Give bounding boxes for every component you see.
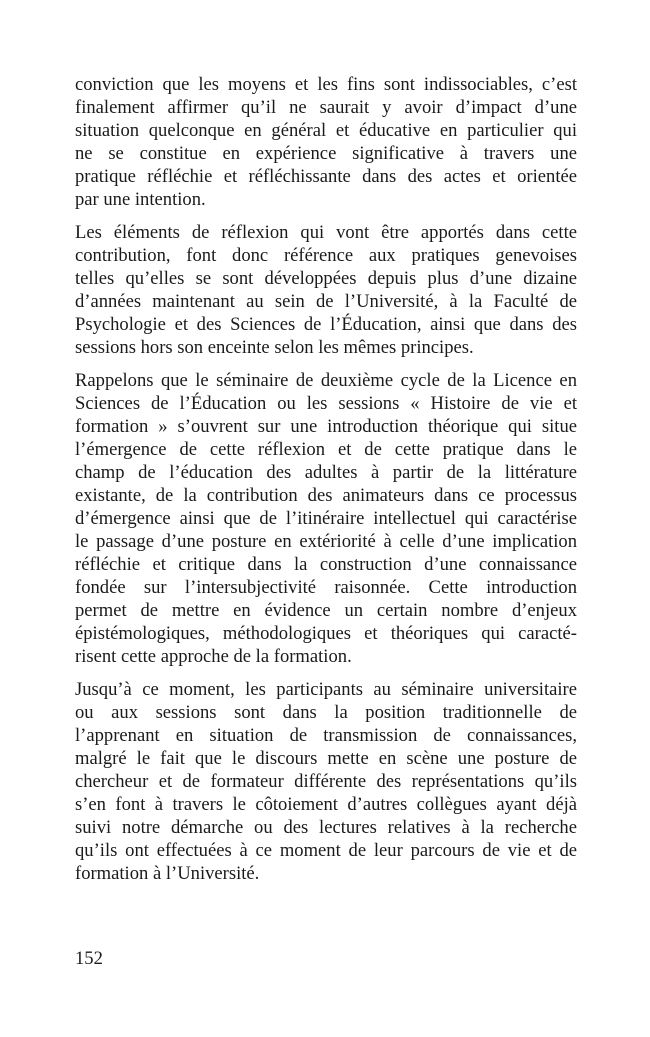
text-line: réfléchie et critique dans la construction d’une connaissance <box>75 554 577 575</box>
text-line: contribution, font donc référence aux pratiques genevoises <box>75 245 577 266</box>
text-line: formation à l’Université. <box>75 863 260 884</box>
text-line: fondée sur l’intersubjectivité raisonnée. Cette introduction <box>75 577 577 598</box>
paragraph-3 <box>75 369 577 668</box>
text-line: ou aux sessions sont dans la position traditionnelle de <box>75 702 577 723</box>
paragraph-1 <box>75 73 577 211</box>
text-line: malgré le fait que le discours mette en scène une posture de <box>75 748 577 769</box>
text-line: telles qu’elles se sont développées depuis plus d’une dizaine <box>75 268 577 289</box>
text-line: Sciences de l’Éducation ou les sessions « Histoire de vie et <box>75 393 577 414</box>
text-line: par une intention. <box>75 189 206 210</box>
text-line: l’émergence de cette réflexion et de cette pratique dans le <box>75 439 577 460</box>
paragraph-4 <box>75 678 577 885</box>
page-body <box>75 73 577 895</box>
text-line: sessions hors son enceinte selon les mêmes principes. <box>75 337 474 358</box>
text-line: épistémologiques, méthodologiques et théoriques qui caracté- <box>75 623 577 644</box>
text-line: d’émergence ainsi que de l’itinéraire intellectuel qui caractérise <box>75 508 577 529</box>
text-line: finalement affirmer qu’il ne saurait y avoir d’impact d’une <box>75 97 577 118</box>
text-line: existante, de la contribution des animateurs dans ce processus <box>75 485 577 506</box>
text-line: formation » s’ouvrent sur une introduction théorique qui situe <box>75 416 577 437</box>
text-line: suivi notre démarche ou des lectures relatives à la recherche <box>75 817 577 838</box>
text-line: chercheur et de formateur différente des représentations qu’ils <box>75 771 577 792</box>
text-line: pratique réfléchie et réfléchissante dans des actes et orientée <box>75 166 577 187</box>
text-line: situation quelconque en général et éducative en particulier qui <box>75 120 577 141</box>
text-line: permet de mettre en évidence un certain nombre d’enjeux <box>75 600 577 621</box>
page-number: 152 <box>75 948 103 969</box>
text-line: l’apprenant en situation de transmission de connaissances, <box>75 725 577 746</box>
text-line: d’années maintenant au sein de l’Université, à la Faculté de <box>75 291 577 312</box>
text-line: le passage d’une posture en extériorité à celle d’une implication <box>75 531 577 552</box>
paragraph-2 <box>75 221 577 359</box>
text-line: champ de l’éducation des adultes à partir de la littérature <box>75 462 577 483</box>
text-line: conviction que les moyens et les fins sont indissociables, c’est <box>75 74 577 95</box>
text-line: s’en font à travers le côtoiement d’autres collègues ayant déjà <box>75 794 577 815</box>
text-line: Psychologie et des Sciences de l’Éducation, ainsi que dans des <box>75 314 577 335</box>
text-line: Jusqu’à ce moment, les participants au séminaire universitaire <box>75 679 577 700</box>
text-line: Rappelons que le séminaire de deuxième cycle de la Licence en <box>75 370 577 391</box>
text-line: ne se constitue en expérience significative à travers une <box>75 143 577 164</box>
text-line: qu’ils ont effectuées à ce moment de leur parcours de vie et de <box>75 840 577 861</box>
text-line: risent cette approche de la formation. <box>75 646 352 667</box>
text-line: Les éléments de réflexion qui vont être apportés dans cette <box>75 222 577 243</box>
